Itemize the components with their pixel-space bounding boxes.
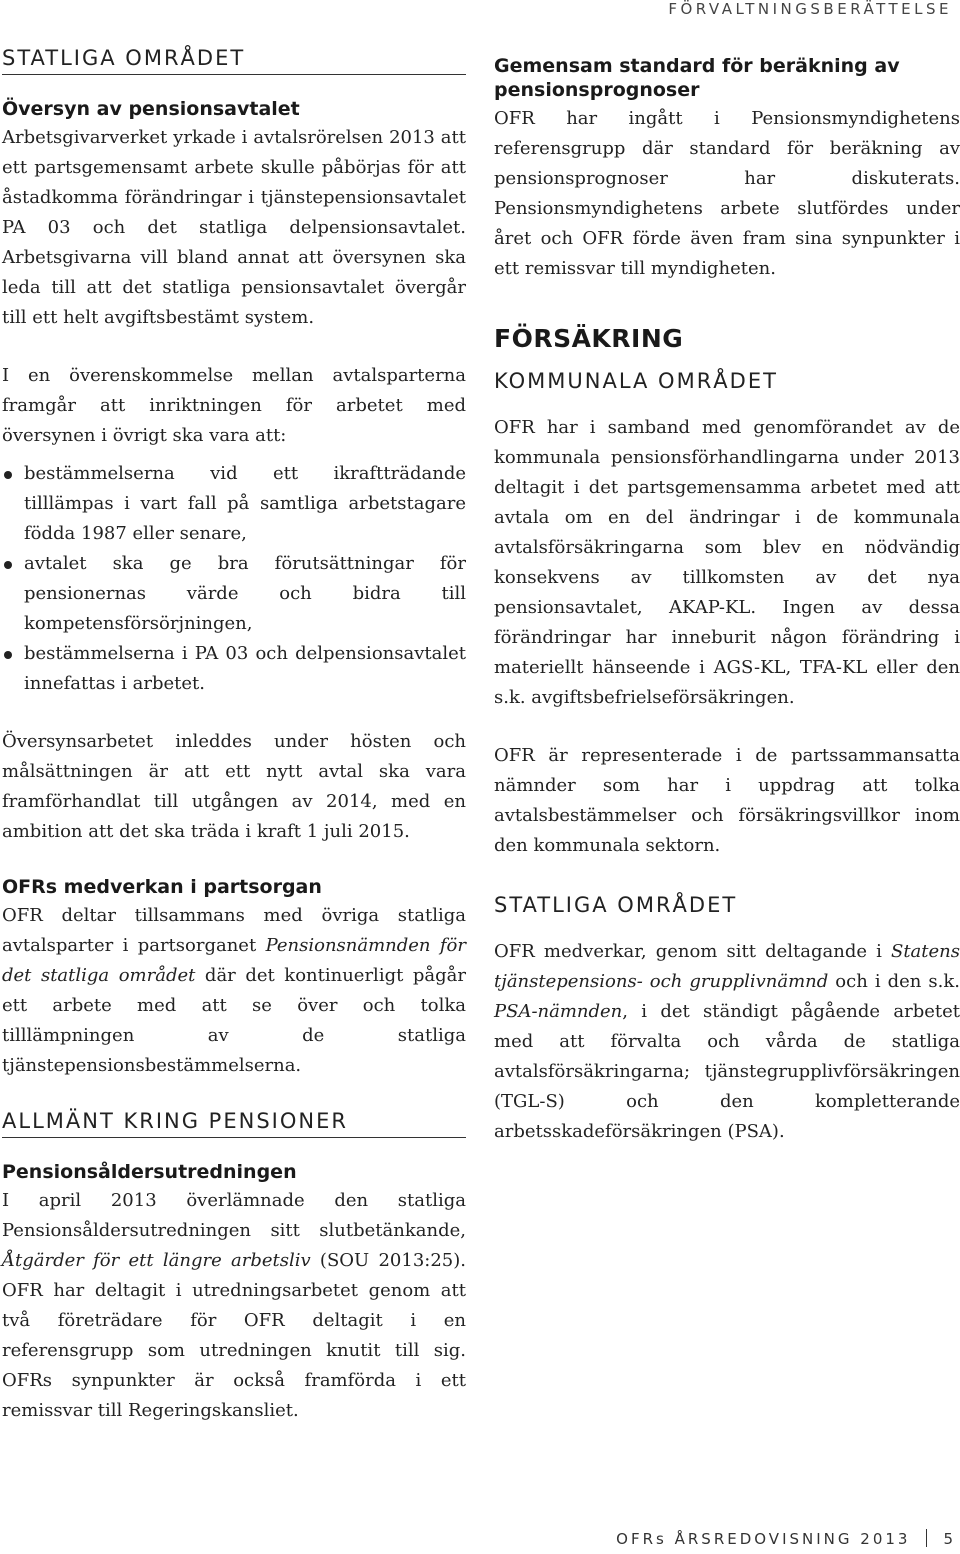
section-heading-statliga: STATLIGA OMRÅDET bbox=[2, 46, 466, 75]
paragraph-kommunala: OFR har i samband med genomförandet av de kommunala pensionsförhandlingarna under 2013 deltagit i det partsgemensamma arbetet med att avtala om en del ändringar i de kommunala avtalsförsäkringarna som blev en nödvändig konsekvens av tillkomsten av det nya pensionsavtalet, AKAP-KL. Ingen av dessa förändringar har inneburit någon förändring i materiellt hänseende i AGS-KL, TFA-KL eller den s.k. avgiftsbefrielseförsäkringen. bbox=[494, 417, 960, 708]
section-heading-kommunala: KOMMUNALA OMRÅDET bbox=[494, 369, 778, 393]
list-item: avtalet ska ge bra förutsättningar för pensionernas värde och bidra till kompetensförsörjningen, bbox=[2, 549, 466, 639]
subheading-standard: Gemensam standard för beräkning av pensionsprognoser bbox=[494, 55, 900, 101]
paragraph-overenskommelse: I en överenskommelse mellan avtalsparterna framgår att inriktningen för arbetet med översynen i övrigt ska vara att: bbox=[2, 365, 466, 446]
running-header: FÖRVALTNINGSBERÄTTELSE bbox=[668, 0, 952, 18]
paragraph-pensionsalder: I april 2013 överlämnade den statliga Pensionsåldersutredningen sitt slutbetänkande, Åtgärder för ett längre arbetsliv (SOU 2013:25). OFR har deltagit i utredningsarbetet genom att två företrädare för OFR deltagit i en referensgrupp som utredningen knutit till sig. OFRs synpunkter är också framförda i ett remissvar till Regeringskansliet. bbox=[2, 1190, 466, 1421]
section-heading-statliga-2: STATLIGA OMRÅDET bbox=[494, 893, 738, 917]
paragraph-standard: OFR har ingått i Pensionsmyndighetens referensgrupp där standard för beräkning av pensionsprognoser har diskuterats. Pensionsmyndighetens arbete slutfördes under året och OFR förde även fram sina synpunkter i ett remissvar till myndigheten. bbox=[494, 108, 960, 279]
paragraph-oversyn: Arbetsgivarverket yrkade i avtalsrörelsen 2013 att ett partsgemensamt arbete skulle påbörjas för att åstadkomma förändringar i tjänstepensionsavtalet PA 03 och det statliga delpensionsavtalet. Arbetsgivarna vill bland annat att översynen ska leda till att det statliga pensionsavtalet övergår till ett helt avgiftsbestämt system. bbox=[2, 127, 466, 328]
footer-divider bbox=[926, 1529, 927, 1547]
publication-title: OFRs ÅRSREDOVISNING 2013 bbox=[616, 1530, 911, 1548]
paragraph-representerade: OFR är representerade i de partssammansatta nämnder som har i uppdrag att tolka avtalsbestämmelser och försäkringsvillkor inom den kommunala sektorn. bbox=[494, 745, 960, 856]
left-column bbox=[2, 46, 466, 1454]
right-column bbox=[494, 54, 960, 1175]
heading-forsakring: FÖRSÄKRING bbox=[494, 324, 684, 353]
paragraph-partsorgan: OFR deltar tillsammans med övriga statliga avtalsparter i partsorganet Pensionsnämnden för det statliga området där det kontinuerligt pågår ett arbete med att se över och tolka tilllämpningen av de statliga tjänstepensionsbestämmelserna. bbox=[2, 905, 466, 1076]
paragraph-oversynsarbetet: Översynsarbetet inleddes under hösten och målsättningen är att ett nytt avtal ska vara framförhandlat till utgången av 2014, med en ambition att det ska träda i kraft 1 juli 2015. bbox=[2, 731, 466, 842]
list-item: bestämmelserna i PA 03 och delpensionsavtalet innefattas i arbetet. bbox=[2, 639, 466, 699]
page-footer bbox=[616, 1529, 956, 1548]
subheading-oversyn: Översyn av pensionsavtalet bbox=[2, 98, 300, 120]
subheading-pensionsalder: Pensionsåldersutredningen bbox=[2, 1161, 297, 1183]
subheading-partsorgan: OFRs medverkan i partsorgan bbox=[2, 876, 322, 898]
bullet-list bbox=[2, 459, 466, 699]
section-heading-allmant: ALLMÄNT KRING PENSIONER bbox=[2, 1109, 466, 1138]
paragraph-statliga: OFR medverkar, genom sitt deltagande i Statens tjänstepensions- och grupplivnämnd och i den s.k. PSA-nämnden, i det ständigt pågående arbetet med att förvalta och vårda de statliga avtalsförsäkringarna; tjänstegrupplivförsäkringen (TGL-S) och den kompletterande arbetsskadeförsäkringen (PSA). bbox=[494, 941, 960, 1142]
page-number: 5 bbox=[943, 1530, 956, 1548]
list-item: bestämmelserna vid ett ikraftträdande tilllämpas i vart fall på samtliga arbetstagare födda 1987 eller senare, bbox=[2, 459, 466, 549]
